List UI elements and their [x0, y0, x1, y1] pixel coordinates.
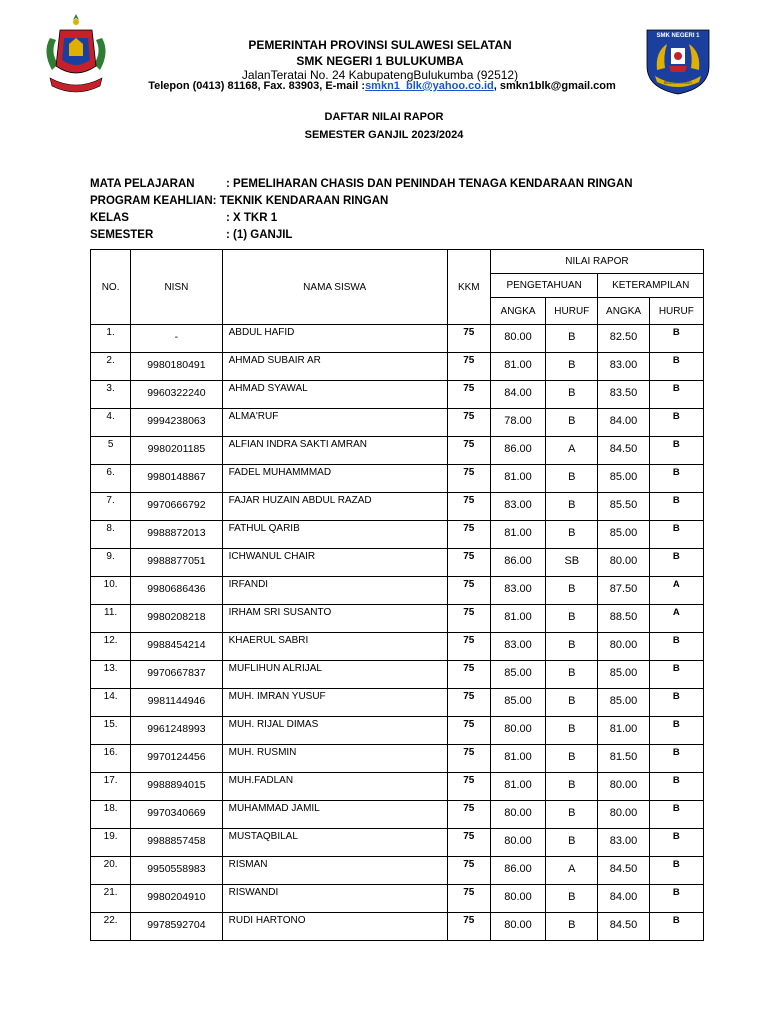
- col-header-no: NO.: [91, 250, 131, 325]
- row-no: 21.: [91, 885, 131, 913]
- row-kkm: 75: [447, 885, 490, 913]
- row-skill-huruf: B: [649, 325, 703, 353]
- table-row: [91, 577, 704, 605]
- row-kkm: 75: [447, 829, 490, 857]
- row-kkm: 75: [447, 577, 490, 605]
- table-row: [91, 325, 704, 353]
- row-skill-angka: 82.50: [598, 325, 649, 353]
- row-knowledge-angka: 86.00: [490, 549, 545, 577]
- row-kkm: 75: [447, 857, 490, 885]
- row-skill-angka: 85.50: [598, 493, 649, 521]
- row-kkm: 75: [447, 381, 490, 409]
- row-knowledge-angka: 81.00: [490, 521, 545, 549]
- row-kkm: 75: [447, 465, 490, 493]
- row-nisn: 9980180491: [131, 353, 222, 381]
- row-no: 8.: [91, 521, 131, 549]
- row-nisn: 9988857458: [131, 829, 222, 857]
- row-name: ABDUL HAFID: [222, 325, 447, 353]
- row-skill-angka: 81.00: [598, 717, 649, 745]
- row-knowledge-angka: 81.00: [490, 773, 545, 801]
- row-skill-huruf: B: [649, 829, 703, 857]
- row-name: MUHAMMAD JAMIL: [222, 801, 447, 829]
- row-skill-huruf: B: [649, 437, 703, 465]
- email-link[interactable]: smkn1_blk@yahoo.co.id: [365, 80, 494, 92]
- row-name: RISMAN: [222, 857, 447, 885]
- row-skill-angka: 81.50: [598, 745, 649, 773]
- row-name: MUSTAQBILAL: [222, 829, 447, 857]
- row-no: 5: [91, 437, 131, 465]
- row-name: IRFANDI: [222, 577, 447, 605]
- row-knowledge-angka: 83.00: [490, 577, 545, 605]
- row-kkm: 75: [447, 913, 490, 941]
- semester-value: : (1) GANJIL: [226, 229, 293, 241]
- row-skill-huruf: B: [649, 521, 703, 549]
- row-kkm: 75: [447, 661, 490, 689]
- row-skill-huruf: B: [649, 857, 703, 885]
- row-skill-huruf: B: [649, 409, 703, 437]
- row-nisn: 9980201185: [131, 437, 222, 465]
- row-no: 6.: [91, 465, 131, 493]
- row-name: ICHWANUL CHAIR: [222, 549, 447, 577]
- row-name: AHMAD SUBAIR AR: [222, 353, 447, 381]
- row-name: MUH.FADLAN: [222, 773, 447, 801]
- row-knowledge-huruf: B: [546, 773, 598, 801]
- row-kkm: 75: [447, 605, 490, 633]
- row-skill-huruf: B: [649, 885, 703, 913]
- row-nisn: 9960322240: [131, 381, 222, 409]
- row-no: 11.: [91, 605, 131, 633]
- row-knowledge-huruf: B: [546, 801, 598, 829]
- row-no: 3.: [91, 381, 131, 409]
- row-nisn: 9961248993: [131, 717, 222, 745]
- row-nisn: 9970666792: [131, 493, 222, 521]
- row-kkm: 75: [447, 409, 490, 437]
- row-kkm: 75: [447, 521, 490, 549]
- col-header-knowledge: PENGETAHUAN: [490, 274, 598, 298]
- row-knowledge-angka: 78.00: [490, 409, 545, 437]
- row-knowledge-huruf: B: [546, 661, 598, 689]
- row-kkm: 75: [447, 353, 490, 381]
- row-skill-huruf: B: [649, 633, 703, 661]
- row-knowledge-angka: 80.00: [490, 885, 545, 913]
- row-nisn: 9970667837: [131, 661, 222, 689]
- row-no: 18.: [91, 801, 131, 829]
- row-kkm: 75: [447, 549, 490, 577]
- row-skill-huruf: B: [649, 493, 703, 521]
- row-knowledge-huruf: B: [546, 577, 598, 605]
- table-row: [91, 381, 704, 409]
- row-no: 15.: [91, 717, 131, 745]
- row-no: 9.: [91, 549, 131, 577]
- table-row: [91, 801, 704, 829]
- row-skill-angka: 85.00: [598, 465, 649, 493]
- row-name: AHMAD SYAWAL: [222, 381, 447, 409]
- row-knowledge-angka: 85.00: [490, 689, 545, 717]
- table-row: [91, 913, 704, 941]
- row-knowledge-huruf: B: [546, 885, 598, 913]
- row-knowledge-angka: 86.00: [490, 857, 545, 885]
- school-emblem-text: SMK NEGERI 1: [656, 33, 700, 39]
- semester-key: SEMESTER: [90, 229, 154, 241]
- row-knowledge-huruf: B: [546, 829, 598, 857]
- row-knowledge-huruf: B: [546, 465, 598, 493]
- row-knowledge-huruf: B: [546, 381, 598, 409]
- row-nisn: 9980148867: [131, 465, 222, 493]
- row-knowledge-huruf: B: [546, 745, 598, 773]
- row-name: IRHAM SRI SUSANTO: [222, 605, 447, 633]
- contact-suffix: , smkn1blk@gmail.com: [493, 80, 616, 92]
- row-knowledge-huruf: SB: [546, 549, 598, 577]
- table-row: [91, 857, 704, 885]
- school-name: SMK NEGERI 1 BULUKUMBA: [296, 54, 464, 68]
- row-knowledge-huruf: B: [546, 605, 598, 633]
- table-row: [91, 605, 704, 633]
- row-no: 7.: [91, 493, 131, 521]
- row-no: 13.: [91, 661, 131, 689]
- row-nisn: 9980686436: [131, 577, 222, 605]
- table-row: [91, 353, 704, 381]
- row-skill-angka: 84.50: [598, 857, 649, 885]
- row-nisn: -: [131, 325, 222, 353]
- row-knowledge-angka: 85.00: [490, 661, 545, 689]
- row-no: 16.: [91, 745, 131, 773]
- col-header-knowledge-angka: ANGKA: [490, 298, 545, 325]
- row-nisn: 9970340669: [131, 801, 222, 829]
- row-kkm: 75: [447, 801, 490, 829]
- letterhead: [0, 0, 768, 100]
- row-knowledge-huruf: A: [546, 857, 598, 885]
- row-no: 19.: [91, 829, 131, 857]
- row-nisn: 9950558983: [131, 857, 222, 885]
- row-knowledge-angka: 81.00: [490, 353, 545, 381]
- provincial-emblem-icon: [36, 8, 116, 98]
- row-skill-huruf: B: [649, 661, 703, 689]
- row-skill-angka: 80.00: [598, 773, 649, 801]
- row-knowledge-angka: 80.00: [490, 325, 545, 353]
- gov-name: PEMERINTAH PROVINSI SULAWESI SELATAN: [248, 38, 512, 52]
- school-emblem-icon: [641, 26, 715, 96]
- row-skill-huruf: B: [649, 801, 703, 829]
- row-knowledge-angka: 80.00: [490, 801, 545, 829]
- row-skill-huruf: A: [649, 577, 703, 605]
- row-nisn: 9970124456: [131, 745, 222, 773]
- row-knowledge-huruf: B: [546, 493, 598, 521]
- row-name: FATHUL QARIB: [222, 521, 447, 549]
- row-kkm: 75: [447, 437, 490, 465]
- col-header-skill: KETERAMPILAN: [598, 274, 704, 298]
- row-skill-angka: 80.00: [598, 633, 649, 661]
- row-knowledge-angka: 86.00: [490, 437, 545, 465]
- row-knowledge-angka: 80.00: [490, 913, 545, 941]
- table-row: [91, 829, 704, 857]
- row-no: 10.: [91, 577, 131, 605]
- row-nisn: 9994238063: [131, 409, 222, 437]
- col-header-kkm: KKM: [447, 250, 490, 325]
- program-line: PROGRAM KEAHLIAN: TEKNIK KENDARAAN RINGAN: [90, 195, 389, 207]
- row-knowledge-angka: 83.00: [490, 493, 545, 521]
- row-no: 17.: [91, 773, 131, 801]
- row-skill-angka: 85.00: [598, 521, 649, 549]
- row-knowledge-huruf: B: [546, 689, 598, 717]
- row-name: FAJAR HUZAIN ABDUL RAZAD: [222, 493, 447, 521]
- row-knowledge-huruf: B: [546, 409, 598, 437]
- table-row: [91, 885, 704, 913]
- row-skill-huruf: B: [649, 717, 703, 745]
- contact-prefix: Telepon (0413) 81168, Fax. 83903, E-mail :: [148, 80, 366, 92]
- row-no: 4.: [91, 409, 131, 437]
- row-skill-huruf: B: [649, 745, 703, 773]
- table-row: [91, 521, 704, 549]
- row-skill-huruf: B: [649, 465, 703, 493]
- row-name: ALFIAN INDRA SAKTI AMRAN: [222, 437, 447, 465]
- row-skill-huruf: B: [649, 913, 703, 941]
- row-knowledge-angka: 80.00: [490, 829, 545, 857]
- row-name: MUH. RIJAL DIMAS: [222, 717, 447, 745]
- row-knowledge-angka: 81.00: [490, 465, 545, 493]
- row-knowledge-huruf: B: [546, 913, 598, 941]
- row-knowledge-huruf: B: [546, 717, 598, 745]
- row-no: 12.: [91, 633, 131, 661]
- row-name: MUH. IMRAN YUSUF: [222, 689, 447, 717]
- row-skill-huruf: A: [649, 605, 703, 633]
- table-row: [91, 465, 704, 493]
- table-row: [91, 745, 704, 773]
- row-skill-angka: 84.00: [598, 885, 649, 913]
- row-no: 22.: [91, 913, 131, 941]
- grades-table: [90, 249, 704, 941]
- row-name: FADEL MUHAMMMAD: [222, 465, 447, 493]
- school-emblem-bottom-text: BULUKUMBA: [663, 80, 693, 85]
- row-skill-huruf: B: [649, 353, 703, 381]
- table-row: [91, 437, 704, 465]
- table-row: [91, 633, 704, 661]
- row-nisn: 9980204910: [131, 885, 222, 913]
- row-knowledge-angka: 81.00: [490, 605, 545, 633]
- row-knowledge-huruf: A: [546, 437, 598, 465]
- row-kkm: 75: [447, 717, 490, 745]
- table-row: [91, 549, 704, 577]
- row-skill-angka: 80.00: [598, 801, 649, 829]
- row-nisn: 9988454214: [131, 633, 222, 661]
- row-kkm: 75: [447, 745, 490, 773]
- row-no: 14.: [91, 689, 131, 717]
- table-row: [91, 689, 704, 717]
- school-contact: [112, 80, 652, 92]
- row-skill-huruf: B: [649, 549, 703, 577]
- row-name: RISWANDI: [222, 885, 447, 913]
- col-header-group: NILAI RAPOR: [490, 250, 703, 274]
- table-row: [91, 409, 704, 437]
- row-kkm: 75: [447, 325, 490, 353]
- row-name: MUH. RUSMIN: [222, 745, 447, 773]
- doc-title: DAFTAR NILAI RAPOR: [324, 111, 444, 123]
- row-nisn: 9988877051: [131, 549, 222, 577]
- row-nisn: 9981144946: [131, 689, 222, 717]
- doc-subtitle: SEMESTER GANJIL 2023/2024: [304, 129, 464, 141]
- col-header-skill-angka: ANGKA: [598, 298, 649, 325]
- row-no: 1.: [91, 325, 131, 353]
- row-skill-angka: 84.50: [598, 437, 649, 465]
- row-skill-angka: 83.00: [598, 353, 649, 381]
- col-header-skill-huruf: HURUF: [649, 298, 703, 325]
- row-knowledge-angka: 81.00: [490, 745, 545, 773]
- row-kkm: 75: [447, 773, 490, 801]
- row-skill-angka: 87.50: [598, 577, 649, 605]
- row-no: 2.: [91, 353, 131, 381]
- row-name: RUDI HARTONO: [222, 913, 447, 941]
- row-knowledge-angka: 80.00: [490, 717, 545, 745]
- row-skill-angka: 84.50: [598, 913, 649, 941]
- row-name: KHAERUL SABRI: [222, 633, 447, 661]
- subject-key: MATA PELAJARAN: [90, 178, 195, 190]
- row-skill-angka: 80.00: [598, 549, 649, 577]
- row-skill-angka: 85.00: [598, 661, 649, 689]
- subject-value: : PEMELIHARAN CHASIS DAN PENINDAH TENAGA KENDARAAN RINGAN: [226, 178, 633, 190]
- row-kkm: 75: [447, 633, 490, 661]
- grades-body: [91, 325, 704, 941]
- row-skill-angka: 83.00: [598, 829, 649, 857]
- col-header-name: NAMA SISWA: [222, 250, 447, 325]
- table-row: [91, 493, 704, 521]
- table-row: [91, 717, 704, 745]
- class-value: : X TKR 1: [226, 212, 278, 224]
- row-no: 20.: [91, 857, 131, 885]
- row-knowledge-huruf: B: [546, 633, 598, 661]
- col-header-knowledge-huruf: HURUF: [546, 298, 598, 325]
- row-skill-huruf: B: [649, 381, 703, 409]
- table-row: [91, 773, 704, 801]
- row-skill-angka: 85.00: [598, 689, 649, 717]
- row-kkm: 75: [447, 689, 490, 717]
- row-skill-angka: 84.00: [598, 409, 649, 437]
- row-nisn: 9978592704: [131, 913, 222, 941]
- row-name: MUFLIHUN ALRIJAL: [222, 661, 447, 689]
- row-knowledge-angka: 84.00: [490, 381, 545, 409]
- row-knowledge-huruf: B: [546, 325, 598, 353]
- row-skill-angka: 88.50: [598, 605, 649, 633]
- row-skill-angka: 83.50: [598, 381, 649, 409]
- row-skill-huruf: B: [649, 689, 703, 717]
- table-row: [91, 661, 704, 689]
- row-kkm: 75: [447, 493, 490, 521]
- row-knowledge-huruf: B: [546, 353, 598, 381]
- row-nisn: 9980208218: [131, 605, 222, 633]
- row-knowledge-huruf: B: [546, 521, 598, 549]
- row-knowledge-angka: 83.00: [490, 633, 545, 661]
- row-nisn: 9988872013: [131, 521, 222, 549]
- row-nisn: 9988894015: [131, 773, 222, 801]
- school-address: JalanTeratai No. 24 KabupatengBulukumba (92512): [241, 68, 519, 82]
- col-header-nisn: NISN: [131, 250, 222, 325]
- row-skill-huruf: B: [649, 773, 703, 801]
- row-name: ALMA'RUF: [222, 409, 447, 437]
- class-key: KELAS: [90, 212, 129, 224]
